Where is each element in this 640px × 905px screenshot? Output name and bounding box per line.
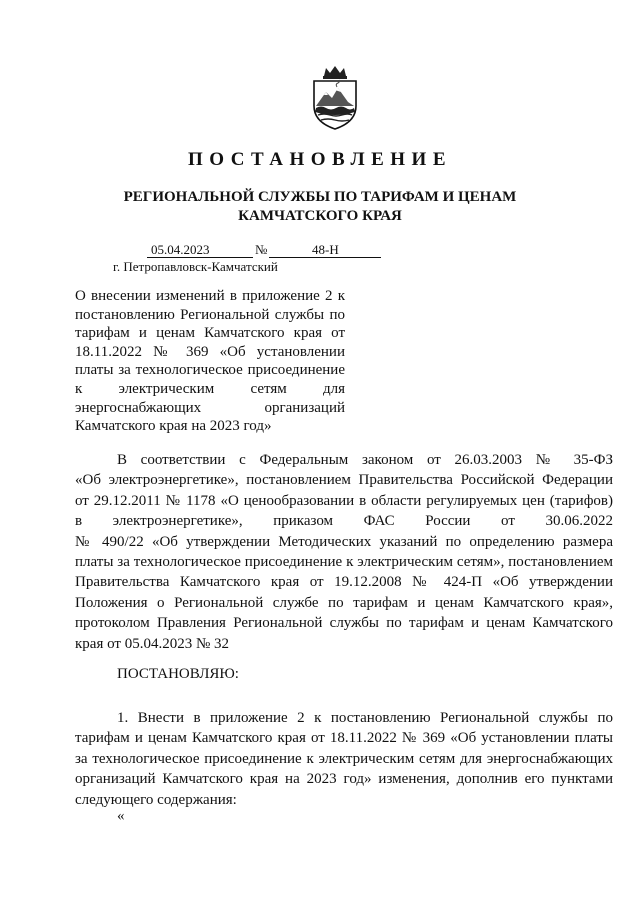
subject-line: постановлению Региональной службы по — [75, 306, 345, 323]
item-1-line: тарифам и ценам Камчатского края от 18.11.2022 № 369 «Об установлении платы — [75, 730, 613, 747]
subject-line: О внесении изменений в приложение 2 к — [75, 288, 345, 304]
preamble-line: от 29.12.2011 № 1178 «О ценообразовании в области регулируемых цен (тарифов) — [75, 492, 613, 509]
date-number-line — [147, 242, 381, 258]
subject-line: энергоснабжающих организаций — [75, 399, 345, 416]
item-1-line: за технологическое присоединение к электрическим сетям для энергоснабжающих — [75, 750, 613, 767]
document-title: ПОСТАНОВЛЕНИЕ — [187, 149, 453, 170]
item-1-paragraph — [75, 708, 613, 810]
subject-line: 18.11.2022 № 369 «Об установлении — [75, 343, 345, 360]
preamble-line: В соответствии с Федеральным законом от 26.03.2003 № 35-ФЗ — [117, 452, 613, 468]
issuing-authority — [0, 188, 640, 226]
preamble-line: платы за технологическое присоединение к электрическим сетям», постановлением — [75, 554, 613, 571]
issue-place: г. Петропавловск-Камчатский — [113, 259, 278, 274]
document-number: 48-Н — [269, 243, 381, 258]
number-sign: № — [255, 242, 268, 257]
authority-line-2: КАМЧАТСКОГО КРАЯ — [238, 208, 402, 224]
decree-word: ПОСТАНОВЛЯЮ: — [117, 666, 239, 682]
item-1-line: следующего содержания: — [75, 791, 237, 808]
kamchatka-coat-of-arms-icon — [302, 62, 368, 132]
preamble-line: протоколом Правления Региональной службы по тарифам и ценам Камчатского — [75, 615, 613, 632]
opening-quote: « — [117, 808, 125, 824]
preamble-paragraph — [75, 450, 613, 654]
preamble-line: Положения о Региональной службе по тарифам и ценам Камчатского края», — [75, 594, 613, 611]
document-date: 05.04.2023 — [147, 243, 253, 258]
subject-line: платы за технологическое присоединение — [75, 362, 345, 379]
preamble-line: «Об электроэнергетике», постановлением Правительства Российской Федерации — [75, 472, 613, 489]
item-1-line: 1. Внести в приложение 2 к постановлению Региональной службы по — [117, 710, 613, 726]
subject-line: тарифам и ценам Камчатского края от — [75, 325, 345, 342]
subject-line: к электрическим сетям для — [75, 380, 345, 397]
subject-line: Камчатского края на 2023 год» — [75, 418, 272, 435]
item-1-line: организаций Камчатского края на 2023 год» изменения, дополнив его пунктами — [75, 771, 613, 788]
preamble-line: № 490/22 «Об утверждении Методических указаний по определению размера — [75, 533, 613, 550]
preamble-line: в электроэнергетике», приказом ФАС России от 30.06.2022 — [75, 513, 613, 530]
preamble-line: края от 05.04.2023 № 32 — [75, 635, 230, 652]
authority-line-1: РЕГИОНАЛЬНОЙ СЛУЖБЫ ПО ТАРИФАМ И ЦЕНАМ — [123, 189, 517, 205]
document-subject — [75, 287, 345, 436]
preamble-line: Правительства Камчатского края от 19.12.2008 № 424-П «Об утверждении — [75, 574, 613, 591]
